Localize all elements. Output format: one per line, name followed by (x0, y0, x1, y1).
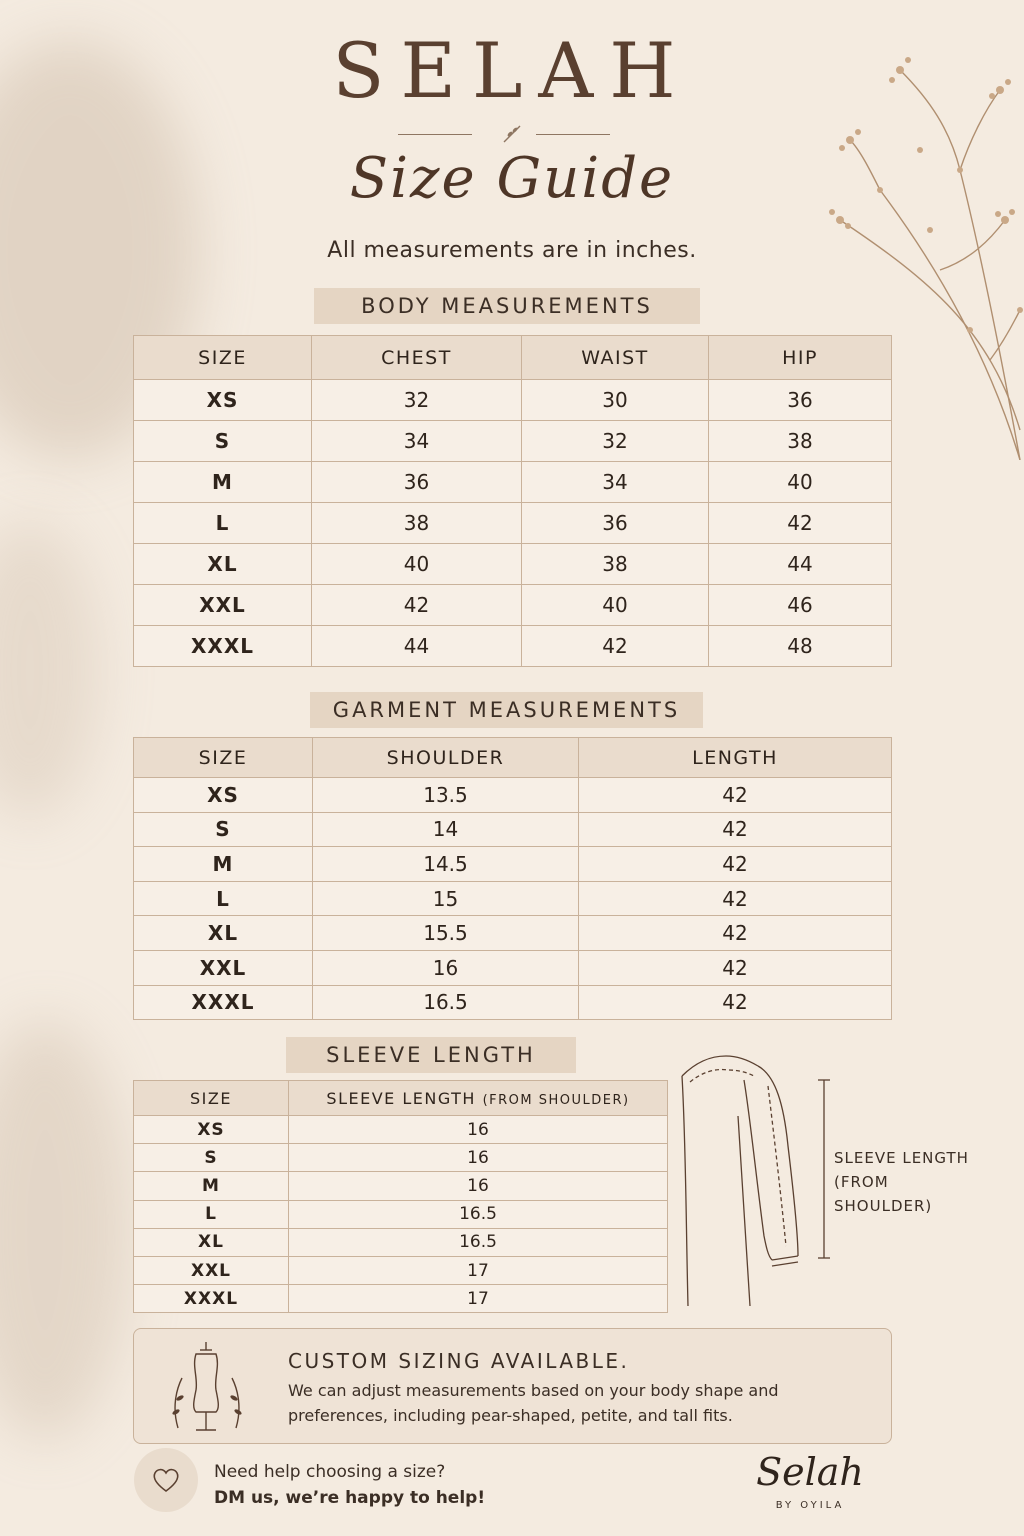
waist-cell: 34 (522, 462, 709, 503)
size-cell: XXL (134, 585, 312, 626)
chest-cell: 36 (312, 462, 522, 503)
size-cell: XS (134, 778, 313, 813)
sleeve-diagram-note (834, 1146, 1004, 1218)
column-header-size: SIZE (134, 336, 312, 380)
hip-cell: 42 (709, 503, 892, 544)
size-cell: XXXL (134, 626, 312, 667)
garment-measurements-label: GARMENT MEASUREMENTS (310, 692, 703, 728)
size-cell: XXXL (134, 985, 313, 1020)
heart-icon (151, 1466, 181, 1494)
chest-cell: 40 (312, 544, 522, 585)
waist-cell: 38 (522, 544, 709, 585)
column-header-chest: CHEST (312, 336, 522, 380)
custom-sizing-title: CUSTOM SIZING AVAILABLE. (288, 1349, 630, 1373)
brand-title: SELAH (332, 26, 692, 115)
size-cell: S (134, 421, 312, 462)
size-cell: XL (134, 544, 312, 585)
table-row (134, 1256, 668, 1284)
hip-cell: 36 (709, 380, 892, 421)
chest-cell: 42 (312, 585, 522, 626)
table-row (134, 421, 892, 462)
garment-measurements-table (133, 737, 892, 1020)
sleeve-note-line2: (FROM (834, 1173, 889, 1191)
body-measurements-label: BODY MEASUREMENTS (314, 288, 700, 324)
size-cell: XXXL (134, 1285, 289, 1313)
sleeve-length-header-note: (FROM SHOULDER) (482, 1092, 630, 1108)
selah-logo: Selah (756, 1450, 864, 1494)
table-row (134, 847, 892, 882)
size-cell: L (134, 881, 313, 916)
hip-cell: 40 (709, 462, 892, 503)
sleeve-length-cell: 17 (289, 1285, 668, 1313)
chest-cell: 38 (312, 503, 522, 544)
waist-cell: 42 (522, 626, 709, 667)
hip-cell: 38 (709, 421, 892, 462)
table-row (134, 380, 892, 421)
sleeve-length-table (133, 1080, 668, 1313)
waist-cell: 30 (522, 380, 709, 421)
divider-left (398, 134, 472, 135)
chest-cell: 44 (312, 626, 522, 667)
size-cell: M (134, 462, 312, 503)
heart-badge (134, 1448, 198, 1512)
shoulder-cell: 14.5 (313, 847, 579, 882)
sleeve-note-line1: SLEEVE LENGTH (834, 1149, 969, 1167)
table-row (134, 544, 892, 585)
length-cell: 42 (579, 812, 892, 847)
table-row (134, 1285, 668, 1313)
table-row (134, 778, 892, 813)
chest-cell: 34 (312, 421, 522, 462)
column-header-length: LENGTH (579, 738, 892, 778)
size-cell: M (134, 847, 313, 882)
hip-cell: 44 (709, 544, 892, 585)
length-cell: 42 (579, 916, 892, 951)
sleeve-length-header-text: SLEEVE LENGTH (326, 1088, 476, 1108)
size-cell: S (134, 812, 313, 847)
table-row (134, 812, 892, 847)
sleeve-note-line3: SHOULDER) (834, 1197, 933, 1215)
chest-cell: 32 (312, 380, 522, 421)
table-row (134, 503, 892, 544)
body-measurements-table (133, 335, 892, 667)
table-row (134, 626, 892, 667)
shoulder-cell: 16.5 (313, 985, 579, 1020)
shoulder-cell: 13.5 (313, 778, 579, 813)
column-header-shoulder: SHOULDER (313, 738, 579, 778)
table-row (134, 881, 892, 916)
column-header-hip: HIP (709, 336, 892, 380)
size-cell: XXL (134, 1256, 289, 1284)
size-cell: M (134, 1172, 289, 1200)
leaf-shadow-bottom-left (0, 1020, 130, 1440)
table-row (134, 585, 892, 626)
sleeve-length-cell: 16 (289, 1172, 668, 1200)
size-guide-script-title: Size Guide (349, 146, 675, 211)
length-cell: 42 (579, 950, 892, 985)
sleeve-length-label: SLEEVE LENGTH (286, 1037, 576, 1073)
shoulder-cell: 14 (313, 812, 579, 847)
shoulder-cell: 16 (313, 950, 579, 985)
size-cell: XL (134, 916, 313, 951)
column-header-sleeve-length (289, 1081, 668, 1116)
column-header-waist: WAIST (522, 336, 709, 380)
length-cell: 42 (579, 985, 892, 1020)
size-cell: XL (134, 1228, 289, 1256)
shoulder-cell: 15 (313, 881, 579, 916)
sleeve-length-cell: 16 (289, 1144, 668, 1172)
hip-cell: 46 (709, 585, 892, 626)
units-subtitle: All measurements are in inches. (327, 238, 697, 263)
leaf-shadow-mid-left (0, 520, 100, 820)
sleeve-length-cell: 16.5 (289, 1200, 668, 1228)
table-row (134, 950, 892, 985)
dress-form-icon (166, 1338, 250, 1434)
size-cell: L (134, 1200, 289, 1228)
table-row (134, 916, 892, 951)
size-cell: S (134, 1144, 289, 1172)
custom-sizing-text: We can adjust measurements based on your body shape and preferences, including pear-shaped, petite, and tall fits. (288, 1381, 779, 1425)
table-row (134, 1116, 668, 1144)
sleeve-length-cell: 16.5 (289, 1228, 668, 1256)
sleeve-length-cell: 17 (289, 1256, 668, 1284)
length-cell: 42 (579, 778, 892, 813)
size-cell: XS (134, 380, 312, 421)
table-row (134, 1144, 668, 1172)
shoulder-cell: 15.5 (313, 916, 579, 951)
table-row (134, 985, 892, 1020)
logo-subtitle: BY OYILA (775, 1500, 845, 1511)
size-cell: XXL (134, 950, 313, 985)
sleeve-length-cell: 16 (289, 1116, 668, 1144)
waist-cell: 40 (522, 585, 709, 626)
length-cell: 42 (579, 881, 892, 916)
sprig-icon (500, 122, 524, 146)
column-header-size: SIZE (134, 1081, 289, 1116)
sleeve-diagram-illustration (676, 1046, 836, 1310)
hip-cell: 48 (709, 626, 892, 667)
waist-cell: 36 (522, 503, 709, 544)
table-row (134, 1200, 668, 1228)
table-row (134, 1228, 668, 1256)
table-row (134, 1172, 668, 1200)
length-cell: 42 (579, 847, 892, 882)
column-header-size: SIZE (134, 738, 313, 778)
help-question: Need help choosing a size? (214, 1462, 446, 1482)
help-dm-text: DM us, we’re happy to help! (214, 1488, 486, 1508)
waist-cell: 32 (522, 421, 709, 462)
table-row (134, 462, 892, 503)
divider-right (536, 134, 610, 135)
size-cell: L (134, 503, 312, 544)
size-cell: XS (134, 1116, 289, 1144)
